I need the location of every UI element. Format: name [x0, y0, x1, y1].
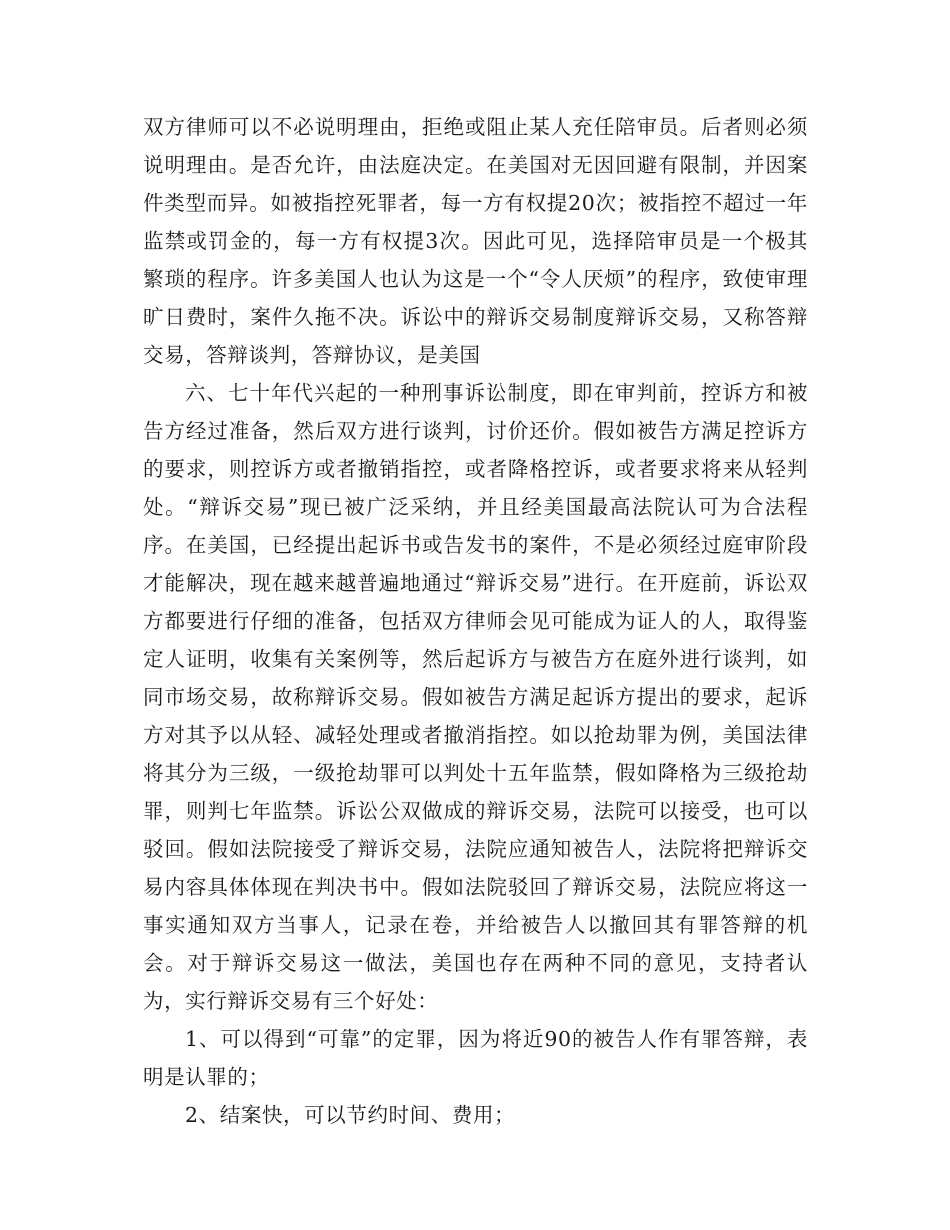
paragraph-plea-bargaining: 六、七十年代兴起的一种刑事诉讼制度，即在审判前，控诉方和被告方经过准备，然后双方进行谈判，讨价还价。假如被告方满足控诉方的要求，则控诉方或者撤销指控，或者降格控诉，或者要求将来从轻判处。“辩诉交易”现已被广泛采纳，并且经美国最高法院认可为合法程序。在美国，已经提出起诉书或告发书的案件，不是必须经过庭审阶段才能解决，现在越来越普遍地通过“辩诉交易”进行。在开庭前，诉讼双方都要进行仔细的准备，包括双方律师会见可能成为证人的人，取得鉴定人证明，收集有关案例等，然后起诉方与被告方在庭外进行谈判，如同市场交易，故称辩诉交易。假如被告方满足起诉方提出的要求，起诉方对其予以从轻、减轻处理或者撤消指控。如以抢劫罪为例，美国法律将其分为三级，一级抢劫罪可以判处十五年监禁，假如降格为三级抢劫罪，则判七年监禁。诉讼公双做成的辩诉交易，法院可以接受，也可以驳回。假如法院接受了辩诉交易，法院应通知被告人，法院将把辩诉交易内容具体体现在判决书中。假如法院驳回了辩诉交易，法院应将这一事实通知双方当事人，记录在卷，并给被告人以撤回其有罪答辩的机会。对于辩诉交易这一做法，美国也存在两种不同的意见，支持者认为，实行辩诉交易有三个好处：	[143, 381, 808, 1013]
paragraph-benefit-2: 2、结案快，可以节约时间、费用；	[185, 1103, 516, 1127]
paragraph-benefit-1: 1、可以得到“可靠”的定罪，因为将近90的被告人作有罪答辩，表明是认罪的；	[143, 1027, 808, 1089]
document-body	[143, 108, 808, 1134]
paragraph-jury-selection: 双方律师可以不必说明理由，拒绝或阻止某人充任陪审员。后者则必须说明理由。是否允许，由法庭决定。在美国对无因回避有限制，并因案件类型而异。如被指控死罪者，每一方有权提20次；被指控不超过一年监禁或罚金的，每一方有权提3次。因此可见，选择陪审员是一个极其繁琐的程序。许多美国人也认为这是一个“令人厌烦”的程序，致使审理旷日费时，案件久拖不决。诉讼中的辩诉交易制度辩诉交易，又称答辩交易，答辩谈判，答辩协议，是美国	[143, 115, 808, 367]
